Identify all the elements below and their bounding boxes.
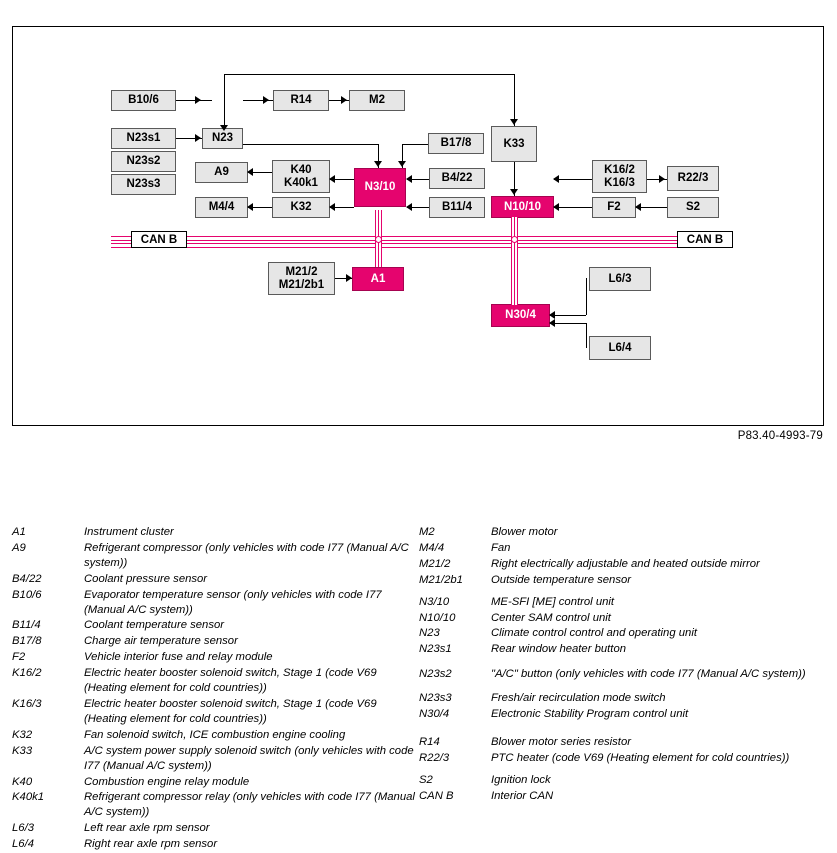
legend-description: Right rear axle rpm sensor xyxy=(84,838,218,851)
legend-description: Left rear axle rpm sensor xyxy=(84,822,210,835)
wire-f2-to-n10-10 xyxy=(554,207,592,208)
legend-key: A9 xyxy=(12,541,26,554)
arrow-k16-to-r22-3 xyxy=(659,175,665,183)
wire-n23-to-n310 xyxy=(243,144,378,145)
legend-description: Electric heater booster solenoid switch, Stage 1 (code V69 (Heating element for cold countries)) xyxy=(84,667,377,695)
arrow-b17-8-to-n310 xyxy=(398,161,406,167)
legend-description: Combustion engine relay module xyxy=(84,775,250,788)
node-m21-2[interactable]: M21/2 M21/2b1 xyxy=(268,262,335,295)
node-b11-4[interactable]: B11/4 xyxy=(429,197,485,218)
wire-b17-8-left xyxy=(402,144,428,145)
arrow-into-n23 xyxy=(220,125,228,131)
legend-item xyxy=(419,735,826,750)
legend-description: Refrigerant compressor (only vehicles with code I77 (Manual A/C system)) xyxy=(84,541,409,569)
legend-item xyxy=(419,557,826,572)
arrow-n23s1-to-n23 xyxy=(195,134,201,142)
legend-key: N23s2 xyxy=(419,668,452,681)
legend-key: L6/4 xyxy=(12,838,34,851)
legend-description: Blower motor xyxy=(491,526,558,538)
legend-key: K40 xyxy=(12,775,33,788)
legend-item xyxy=(419,789,826,804)
legend-description: ME-SFI [ME] control unit xyxy=(491,595,615,608)
arrow-n310-to-k32 xyxy=(329,203,335,211)
legend-description: Evaporator temperature sensor (only vehicles with code I77 (Manual A/C system)) xyxy=(84,588,382,616)
legend-key: N30/4 xyxy=(419,708,450,721)
legend-description: Center SAM control unit xyxy=(491,611,611,624)
node-l6-4[interactable]: L6/4 xyxy=(589,336,651,360)
legend-key: B4/22 xyxy=(12,572,42,585)
node-s2[interactable]: S2 xyxy=(667,197,719,218)
legend-item xyxy=(419,642,826,657)
legend-item xyxy=(419,773,826,788)
legend-item xyxy=(12,728,419,743)
legend-item xyxy=(419,541,826,556)
arrow-s2-to-f2 xyxy=(635,203,641,211)
node-a1[interactable]: A1 xyxy=(352,267,404,291)
arrow-k33-to-n10-10 xyxy=(510,189,518,195)
legend-description: Climate control control and operating unit xyxy=(491,627,697,640)
node-k16[interactable]: K16/2 K16/3 xyxy=(592,160,647,193)
wire-l6-3-left xyxy=(550,315,586,316)
arrow-b10-6-to-n23 xyxy=(195,96,201,104)
legend-description: Fan solenoid switch, ICE combustion engine cooling xyxy=(84,728,346,741)
legend-item xyxy=(12,790,419,820)
legend-key: K32 xyxy=(12,728,33,741)
legend-key: N23s3 xyxy=(419,692,452,705)
node-b17-8[interactable]: B17/8 xyxy=(428,133,484,154)
legend-description: Coolant temperature sensor xyxy=(84,619,225,632)
legend-key: B17/8 xyxy=(12,635,42,648)
legend-item xyxy=(12,837,419,852)
legend-key: K33 xyxy=(12,744,33,757)
node-a9[interactable]: A9 xyxy=(195,162,248,183)
legend-item xyxy=(419,691,826,706)
arrow-into-k33 xyxy=(510,119,518,125)
legend-key: B11/4 xyxy=(12,619,41,632)
node-n3-10[interactable]: N3/10 xyxy=(354,168,406,207)
legend-description: Vehicle interior fuse and relay module xyxy=(84,651,273,664)
node-k32[interactable]: K32 xyxy=(272,197,330,218)
node-n23s3[interactable]: N23s3 xyxy=(111,174,176,195)
legend-item xyxy=(12,588,419,618)
legend-description: Coolant pressure sensor xyxy=(84,572,208,585)
legend-item xyxy=(12,525,419,540)
legend-description: "A/C" button (only vehicles with code I77 (Manual A/C system)) xyxy=(491,668,806,681)
wire-l6-4-up xyxy=(586,323,587,348)
arrow-n23-to-r14 xyxy=(263,96,269,104)
legend-description: Electronic Stability Program control unit xyxy=(491,708,689,721)
arrow-l6-3-to-n30-4 xyxy=(549,311,555,319)
legend-item xyxy=(419,626,826,641)
wire-b10-6-to-n23 xyxy=(176,100,212,101)
legend-key: K40k1 xyxy=(12,791,45,804)
wire-l6-3-down xyxy=(586,278,587,315)
legend-item xyxy=(12,634,419,649)
legend-description: Refrigerant compressor relay (only vehicles with code I77 (Manual A/C system)) xyxy=(84,791,415,819)
can-stub-a1 xyxy=(375,241,382,267)
legend-item xyxy=(419,751,826,766)
legend-key: M2 xyxy=(419,526,435,538)
legend-description: Charge air temperature sensor xyxy=(84,635,238,648)
legend-key: F2 xyxy=(12,651,26,664)
legend-item xyxy=(419,667,826,682)
legend-item xyxy=(12,618,419,633)
legend-key: M4/4 xyxy=(419,541,445,554)
legend-column-right xyxy=(419,525,826,853)
node-m2[interactable]: M2 xyxy=(349,90,405,111)
legend-item xyxy=(419,611,826,626)
legend-item xyxy=(419,573,826,588)
arrow-b4-22-to-n310 xyxy=(406,175,412,183)
legend-item xyxy=(12,697,419,727)
legend-item xyxy=(419,525,826,540)
legend-description: Blower motor series resistor xyxy=(491,735,631,748)
can-bus-line-lower xyxy=(111,243,721,248)
legend-item xyxy=(12,775,419,790)
arrow-n23-to-n310 xyxy=(374,161,382,167)
can-label-left: CAN B xyxy=(131,231,187,248)
legend-item xyxy=(12,821,419,836)
legend-description: Instrument cluster xyxy=(84,526,174,538)
legend-item xyxy=(12,572,419,587)
node-n23[interactable]: N23 xyxy=(202,128,243,149)
node-b10-6[interactable]: B10/6 xyxy=(111,90,176,111)
node-k40[interactable]: K40 K40k1 xyxy=(272,160,330,193)
legend-description: Rear window heater button xyxy=(491,643,627,656)
legend-key: A1 xyxy=(12,526,26,538)
legend-key: M21/2b1 xyxy=(419,573,463,586)
legend-key: L6/3 xyxy=(12,822,34,835)
arrow-f2-to-n10-10 xyxy=(553,203,559,211)
legend-item xyxy=(419,707,826,722)
legend-key: R22/3 xyxy=(419,751,450,764)
legend-key: S2 xyxy=(419,773,433,786)
can-node-dot-n10-10 xyxy=(511,236,518,243)
wire-top-bus xyxy=(224,74,514,75)
node-r22-3[interactable]: R22/3 xyxy=(667,166,719,191)
node-n10-10[interactable]: N10/10 xyxy=(491,196,554,218)
legend-item xyxy=(419,595,826,610)
legend-key: K16/2 xyxy=(12,667,42,680)
wire-l6-4-left xyxy=(550,323,586,324)
legend-item xyxy=(12,666,419,696)
wiring-diagram xyxy=(12,26,824,426)
arrow-k16-to-n10-10 xyxy=(553,175,559,183)
arrow-b11-4-to-n310 xyxy=(406,203,412,211)
arrow-n310-to-k40 xyxy=(329,175,335,183)
legend-key: M21/2 xyxy=(419,557,451,570)
legend-key: N10/10 xyxy=(419,611,456,624)
arrow-k40-to-a9 xyxy=(247,168,253,176)
legend-item xyxy=(12,650,419,665)
legend xyxy=(12,525,826,853)
figure-code: P83.40-4993-79 xyxy=(737,430,823,442)
legend-description: Fan xyxy=(491,541,511,554)
legend-key: N3/10 xyxy=(419,595,450,608)
node-r14[interactable]: R14 xyxy=(273,90,329,111)
legend-description: Outside temperature sensor xyxy=(491,573,632,586)
can-node-dot-n310 xyxy=(375,236,382,243)
node-n23s1[interactable]: N23s1 xyxy=(111,128,176,149)
can-stub-n30-4 xyxy=(511,241,518,305)
node-n23s2[interactable]: N23s2 xyxy=(111,151,176,172)
node-k33[interactable]: K33 xyxy=(491,126,537,162)
node-n30-4[interactable]: N30/4 xyxy=(491,304,550,327)
legend-description: Electric heater booster solenoid switch, Stage 1 (code V69 (Heating element for cold countries)) xyxy=(84,697,377,725)
legend-key: B10/6 xyxy=(12,588,42,601)
legend-key: R14 xyxy=(419,735,440,748)
arrow-l6-4-to-n30-4 xyxy=(549,319,555,327)
node-f2[interactable]: F2 xyxy=(592,197,636,218)
legend-description: A/C system power supply solenoid switch (only vehicles with code I77 (Manual A/C system)) xyxy=(84,744,414,772)
legend-description: Ignition lock xyxy=(491,773,551,786)
legend-description: Fresh/air recirculation mode switch xyxy=(491,692,666,705)
legend-key: K16/3 xyxy=(12,697,42,710)
arrow-k32-to-m4-4 xyxy=(247,203,253,211)
node-m4-4[interactable]: M4/4 xyxy=(195,197,248,218)
arrow-r14-to-m2 xyxy=(341,96,347,104)
wire-n10-10-to-k16 xyxy=(554,179,592,180)
legend-item xyxy=(12,541,419,571)
legend-column-left xyxy=(12,525,419,853)
can-bus-line xyxy=(111,236,721,241)
legend-description: PTC heater (code V69 (Heating element for cold countries)) xyxy=(491,751,790,764)
can-label-right: CAN B xyxy=(677,231,733,248)
legend-key: N23s1 xyxy=(419,643,452,656)
legend-key: CAN B xyxy=(419,789,454,802)
legend-item xyxy=(12,744,419,774)
node-b4-22[interactable]: B4/22 xyxy=(429,168,485,189)
node-l6-3[interactable]: L6/3 xyxy=(589,267,651,291)
legend-description: Interior CAN xyxy=(491,789,554,802)
legend-description: Right electrically adjustable and heated outside mirror xyxy=(491,557,760,570)
arrow-m21-to-a1 xyxy=(346,274,352,282)
legend-key: N23 xyxy=(419,627,440,640)
